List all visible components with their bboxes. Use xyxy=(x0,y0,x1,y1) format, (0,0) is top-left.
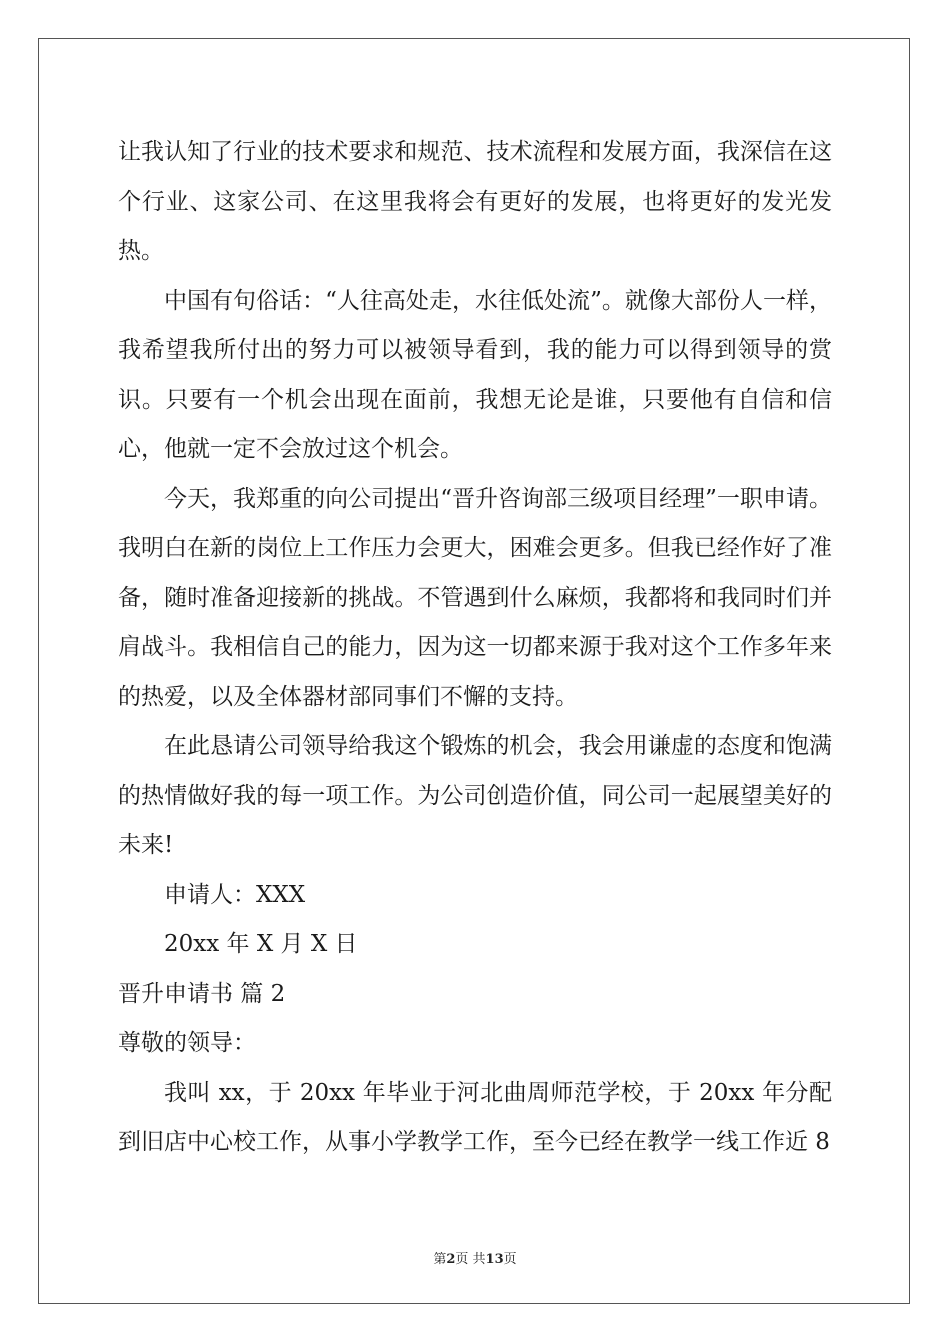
footer-suffix: 页 xyxy=(503,1252,517,1267)
section-heading: 晋升申请书 篇 2 xyxy=(118,980,286,1007)
page-footer xyxy=(0,1248,950,1267)
salutation: 尊敬的领导： xyxy=(118,1030,256,1056)
paragraph-5: 我叫 xx，于 20xx 年毕业于河北曲周师范学校，于 20xx 年分配到旧店中心校工作，从事小学教学工作，至今已经在教学一线工作近 8 xyxy=(118,1079,832,1155)
signature-date: 20xx 年 X 月 X 日 xyxy=(164,931,358,957)
paragraph-3: 今天，我郑重的向公司提出“晋升咨询部三级项目经理”一职申请。我明白在新的岗位上工作压力会更大，困难会更多。但我已经作好了准备，随时准备迎接新的挑战。不管遇到什么麻烦，我都将和我同时们并肩战斗。我相信自己的能力，因为这一切都来源于我对这个工作多年来的热爱，以及全体器材部同事们不懈的支持。 xyxy=(118,485,832,710)
footer-total-pages: 13 xyxy=(485,1252,504,1267)
paragraph-1: 让我认知了行业的技术要求和规范、技术流程和发展方面，我深信在这个行业、这家公司、在这里我将会有更好的发展，也将更好的发光发热。 xyxy=(118,139,832,264)
footer-middle: 页 共 xyxy=(455,1252,486,1267)
document-body xyxy=(118,128,832,1168)
footer-page-number: 2 xyxy=(446,1252,456,1267)
paragraph-2: 中国有句俗话：“人往高处走，水往低处流”。就像大部份人一样，我希望我所付出的努力可以被领导看到，我的能力可以得到领导的赏识。只要有一个机会出现在面前，我想无论是谁，只要他有自信和信心，他就一定不会放过这个机会。 xyxy=(118,287,832,462)
applicant-signature: 申请人：XXX xyxy=(164,881,306,908)
paragraph-4: 在此恳请公司领导给我这个锻炼的机会，我会用谦虚的态度和饱满的热情做好我的每一项工作。为公司创造价值，同公司一起展望美好的未来! xyxy=(118,733,832,858)
footer-prefix: 第 xyxy=(433,1252,447,1267)
